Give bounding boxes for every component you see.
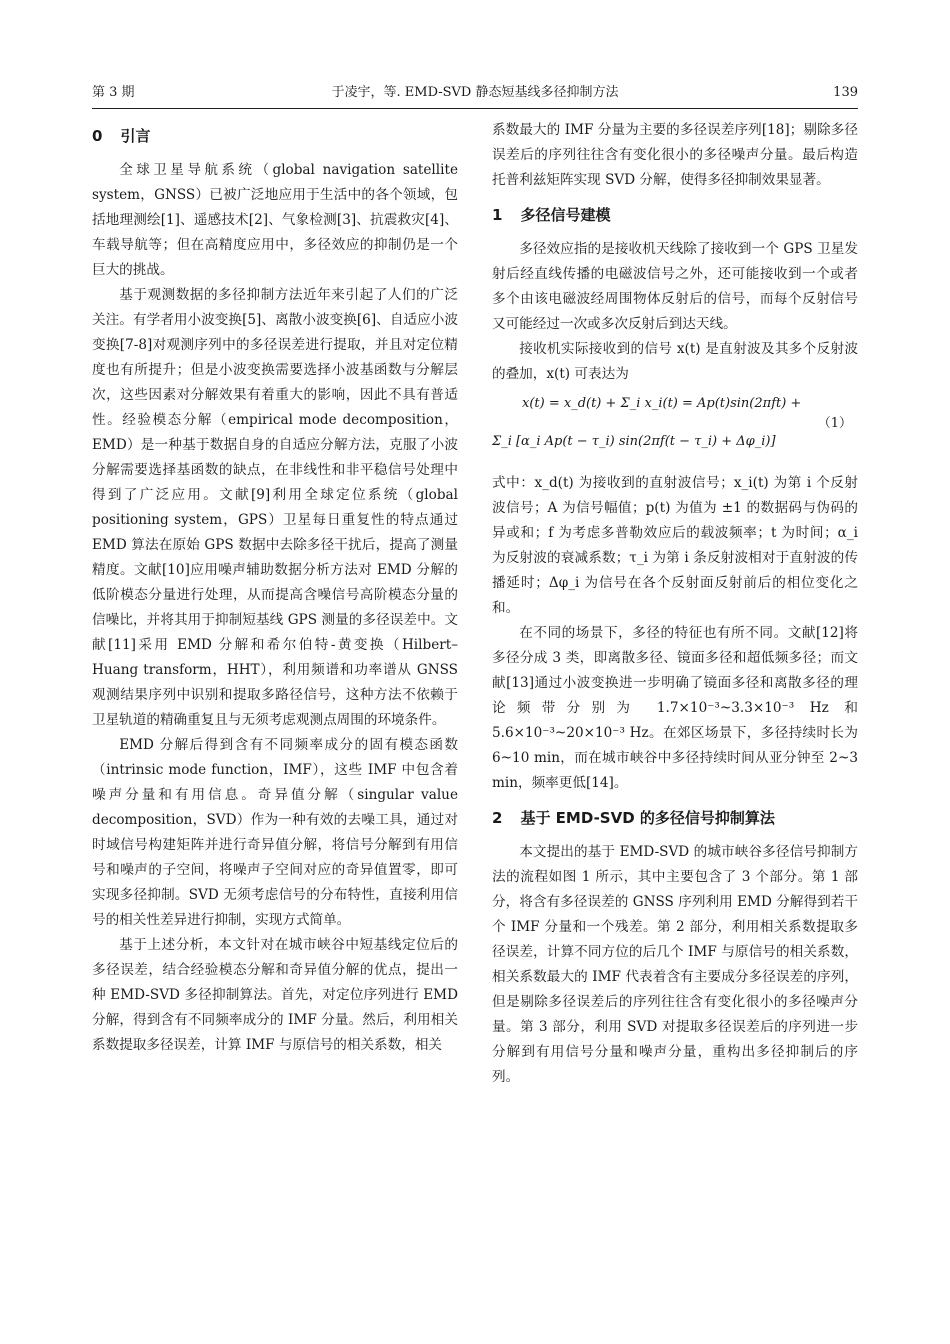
section-title: 基于 EMD-SVD 的多径信号抑制算法	[520, 809, 775, 827]
paragraph: EMD 分解后得到含有不同频率成分的固有模态函数（intrinsic mode function，IMF），这些 IMF 中包含着噪声分量和有用信息。奇异值分解（singular value decomposition，SVD）作为一种有效的去噪工具，通过对时域信号构建矩阵并进行奇异值分解，将信号分解到有用信号和噪声的子空间，将噪声子空间对应的奇异值置零，即可实现多径抑制。SVD 无须考虑信号的分布特性，直接利用信号的相关性差异进行抑制，实现方式简单。	[92, 737, 458, 928]
section-0-heading	[92, 124, 458, 148]
equation-line-1: x(t) = x_d(t) + Σ_i x_i(t) = Ap(t)sin(2πft) +	[522, 396, 802, 411]
equation-1	[492, 389, 858, 467]
left-column	[92, 118, 458, 1058]
section-number: 0	[92, 127, 103, 145]
equation-line-2: Σ_i [α_i Ap(t − τ_i) sin(2πf(t − τ_i) + Δφ_i)]	[492, 434, 776, 449]
section-number: 1	[492, 206, 503, 224]
section-1-heading	[492, 203, 858, 227]
paragraph: 基于观测数据的多径抑制方法近年来引起了人们的广泛关注。有学者用小波变换[5]、离散小波变换[6]、自适应小波变换[7-8]对观测序列中的多径误差进行提取，并且对定位精度也有所提升；但是小波变换需要选择小波基函数与分解层次，这些因素对分解效果有着重大的影响，因此不具有普适性。经验模态分解（empirical mode decomposition，EMD）是一种基于数据自身的自适应分解方法，克服了小波分解需要选择基函数的缺点，在非线性和非平稳信号处理中得到了广泛应用。文献[9]利用全球定位系统（global positioning system，GPS）卫星每日重复性的特点通过 EMD 算法在原始 GPS 数据中去除多径干扰后，提高了测量精度。文献[10]应用噪声辅助数据分析方法对 EMD 分解的低阶模态分量进行处理，从而提高含噪信号高阶模态分量的信噪比，并将其用于抑制短基线 GPS 测量的多径误差中。文献[11]采用 EMD 分解和希尔伯特-黄变换（Hilbert–Huang transform，HHT），利用频谱和功率谱从 GNSS 观测结果序列中识别和提取多路径信号，这种方法不依赖于卫星轨道的精确重复且与无须考虑观测点周围的环境条件。	[92, 287, 458, 728]
paragraph: 在不同的场景下，多径的特征也有所不同。文献[12]将多径分成 3 类，即离散多径、镜面多径和超低频多径；而文献[13]通过小波变换进一步明确了镜面多径和离散多径的理论频带分别为 1.7×10⁻³~3.3×10⁻³ Hz 和 5.6×10⁻³~20×10⁻³ Hz。在郊区场景下，多径持续时长为 6~10 min，而在城市峡谷中多径持续时间从亚分钟至 2~3 min，频率更低[14]。	[492, 625, 858, 791]
right-column	[492, 118, 858, 1090]
equation-number: （1）	[817, 416, 852, 431]
paragraph: 式中：x_d(t) 为接收到的直射波信号；x_i(t) 为第 i 个反射波信号；A 为信号幅值；p(t) 为值为 ±1 的数据码与伪码的异或和；f 为考虑多普勒效应后的载波频率；t 为时间；α_i 为反射波的衰减系数；τ_i 为第 i 条反射波相对于直射波的传播延时；Δφ_i 为信号在各个反射面反射前后的相位变化之和。	[492, 475, 858, 616]
section-title: 引言	[120, 127, 151, 145]
issue-label: 第 3 期	[92, 85, 135, 100]
running-title: 于凌宇，等. EMD-SVD 静态短基线多径抑制方法	[331, 85, 619, 100]
paragraph: 本文提出的基于 EMD-SVD 的城市峡谷多径信号抑制方法的流程如图 1 所示，其中主要包含了 3 个部分。第 1 部分，将含有多径误差的 GNSS 序列利用 EMD 分解得到若干个 IMF 分量和一个残差。第 2 部分，利用相关系数提取多径误差，计算不同方位的后几个 IMF 与原信号的相关系数，相关系数最大的 IMF 代表着含有主要成分多径误差的序列，但是剔除多径误差后的序列往往含有变化很小的多径噪声分量。第 3 部分，利用 SVD 对提取多径误差后的序列进一步分解到有用信号分量和噪声分量，重构出多径抑制后的序列。	[492, 844, 858, 1085]
paragraph: 接收机实际接收到的信号 x(t) 是直射波及其多个反射波的叠加，x(t) 可表达为	[492, 341, 858, 382]
paragraph: 系数最大的 IMF 分量为主要的多径误差序列[18]；剔除多径误差后的序列往往含有变化很小的多径噪声分量。最后构造托普利兹矩阵实现 SVD 分解，使得多径抑制效果显著。	[492, 122, 858, 188]
paragraph: 全球卫星导航系统（global navigation satellite system，GNSS）已被广泛地应用于生活中的各个领域，包括地理测绘[1]、遥感技术[2]、气象检测[3]、抗震救灾[4]、车载导航等；但在高精度应用中，多径效应的抑制仍是一个巨大的挑战。	[92, 162, 458, 278]
header-rule	[92, 108, 858, 109]
section-2-heading	[492, 806, 858, 830]
section-number: 2	[492, 809, 503, 827]
paragraph: 基于上述分析，本文针对在城市峡谷中短基线定位后的多径误差，结合经验模态分解和奇异值分解的优点，提出一种 EMD-SVD 多径抑制算法。首先，对定位序列进行 EMD 分解，得到含有不同频率成分的 IMF 分量。然后，利用相关系数提取多径误差，计算 IMF 与原信号的相关系数，相关	[92, 937, 458, 1053]
running-header	[92, 82, 858, 104]
paragraph: 多径效应指的是接收机天线除了接收到一个 GPS 卫星发射后经直线传播的电磁波信号之外，还可能接收到一个或者多个由该电磁波经周围物体反射后的信号，而每个反射信号又可能经过一次或多次反射后到达天线。	[492, 241, 858, 332]
page-number: 139	[833, 85, 858, 100]
section-title: 多径信号建模	[520, 206, 611, 224]
